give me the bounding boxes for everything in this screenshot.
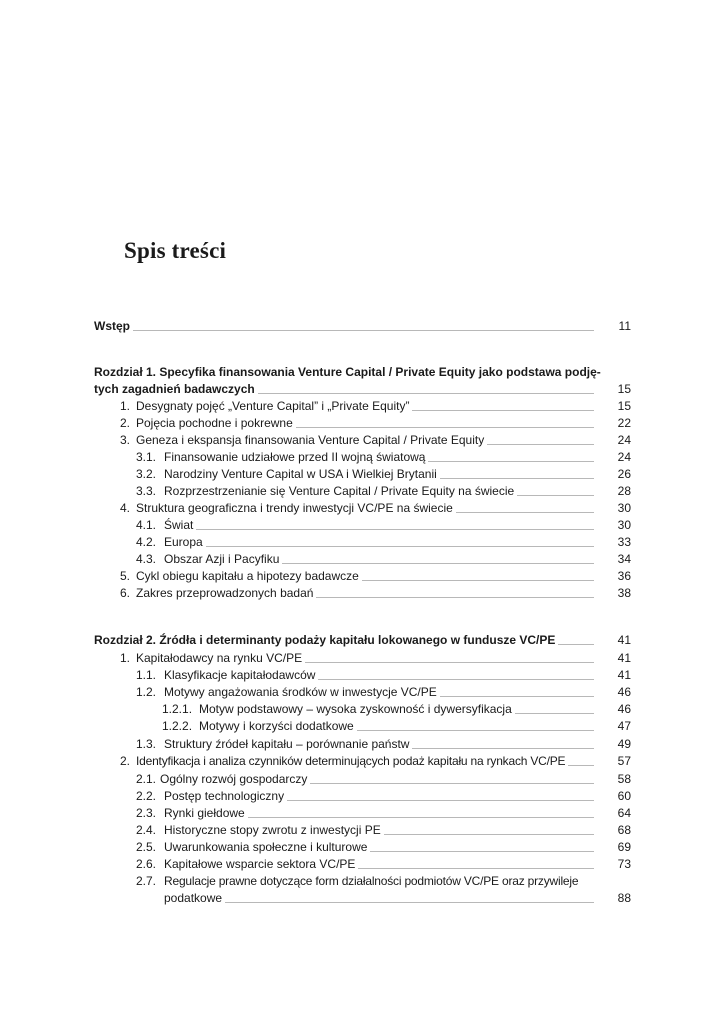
toc-leader — [296, 427, 594, 428]
toc-entry-number: 1. — [120, 651, 131, 665]
toc-page-number: 30 — [617, 501, 631, 515]
toc-entry-title: Identyfikacja i analiza czynników determinujących podaż kapitału na rynkach VC/PE — [136, 754, 566, 768]
toc-page-number: 64 — [617, 806, 631, 820]
toc-page-number: 60 — [617, 789, 631, 803]
toc-entry[interactable] — [136, 822, 598, 839]
toc-entry[interactable] — [136, 736, 598, 753]
toc-entry-title: Rozdział 1. Specyfika finansowania Venture Capital / Private Equity jako podstawa podję- — [94, 365, 601, 379]
toc-entry-continued[interactable] — [164, 890, 598, 907]
toc-page-number: 28 — [617, 484, 631, 498]
toc-leader — [310, 783, 594, 784]
toc-entry[interactable] — [136, 771, 598, 788]
toc-entry-title-continued: tych zagadnień badawczych — [94, 382, 255, 396]
toc-leader — [412, 410, 594, 411]
toc-entry-number: 4.3. — [136, 552, 157, 566]
toc-entry-number: 4. — [120, 501, 131, 515]
toc-entry-number: 2.1. — [136, 772, 157, 786]
toc-page-number: 49 — [617, 737, 631, 751]
toc-entry-number: 1.1. — [136, 668, 157, 682]
toc-entry-title: Motyw podstawowy – wysoka zyskowność i dywersyfikacja — [199, 702, 512, 716]
toc-entry-number: 1.3. — [136, 737, 157, 751]
toc-leader — [362, 580, 594, 581]
toc-leader — [287, 800, 594, 801]
toc-entry-number: 5. — [120, 569, 131, 583]
toc-page-number: 69 — [617, 840, 631, 854]
toc-entry[interactable] — [120, 585, 598, 602]
toc-entry-title: Postęp technologiczny — [164, 789, 285, 803]
toc-entry[interactable] — [120, 568, 598, 585]
toc-entry-title: Geneza i ekspansja finansowania Venture Capital / Private Equity — [136, 433, 485, 447]
toc-entry-title: Motywy angażowania środków w inwestycje VC/PE — [164, 685, 437, 699]
toc-entry[interactable] — [136, 856, 598, 873]
toc-page-number: 15 — [617, 399, 631, 413]
toc-entry[interactable] — [136, 788, 598, 805]
toc-entry-title: Uwarunkowania społeczne i kulturowe — [164, 840, 368, 854]
toc-entry-number: 1.2.1. — [162, 702, 193, 716]
toc-entry[interactable] — [136, 684, 598, 701]
toc-entry[interactable] — [120, 753, 598, 770]
toc-entry-number: 2.3. — [136, 806, 157, 820]
toc-entry-title: Kapitałowe wsparcie sektora VC/PE — [164, 857, 356, 871]
toc-leader — [517, 495, 594, 496]
toc-page-number: 41 — [617, 668, 631, 682]
toc-entry-number: 3.1. — [136, 450, 157, 464]
toc-leader — [440, 696, 594, 697]
toc-entry-number: 1. — [120, 399, 131, 413]
toc-entry-title: Ogólny rozwój gospodarczy — [160, 772, 308, 786]
toc-entry[interactable] — [120, 500, 598, 517]
toc-entry-title: Cykl obiegu kapitału a hipotezy badawcze — [136, 569, 359, 583]
toc-entry-title: Obszar Azji i Pacyfiku — [164, 552, 280, 566]
toc-entry[interactable] — [136, 449, 598, 466]
toc-page-number: 73 — [617, 857, 631, 871]
toc-entry-number: 1.2.2. — [162, 719, 193, 733]
toc-leader — [456, 512, 594, 513]
toc-page-number: 22 — [617, 416, 631, 430]
toc-entry[interactable] — [162, 701, 598, 718]
toc-leader — [196, 529, 594, 530]
toc-leader — [133, 330, 594, 331]
toc-entry-number: 6. — [120, 586, 131, 600]
toc-leader — [412, 748, 594, 749]
toc-page-number: 24 — [617, 433, 631, 447]
toc-leader — [558, 644, 594, 645]
toc-entry[interactable] — [136, 667, 598, 684]
toc-page-number: 38 — [617, 586, 631, 600]
toc-leader — [384, 834, 594, 835]
toc-entry[interactable] — [120, 415, 598, 432]
toc-entry-title: Klasyfikacje kapitałodawców — [164, 668, 316, 682]
toc-leader — [487, 444, 594, 445]
toc-entry-title: Zakres przeprowadzonych badań — [136, 586, 314, 600]
toc-entry[interactable] — [162, 718, 598, 735]
toc-entry-title: Struktura geograficzna i trendy inwestycji VC/PE na świecie — [136, 501, 453, 515]
toc-entry-number: 2.7. — [136, 874, 157, 888]
toc-page-number: 68 — [617, 823, 631, 837]
toc-entry[interactable] — [136, 534, 598, 551]
toc-leader — [370, 851, 594, 852]
toc-page-number: 88 — [617, 891, 631, 905]
toc-entry[interactable] — [136, 873, 606, 890]
toc-entry-number: 2.5. — [136, 840, 157, 854]
toc-page-number: 34 — [617, 552, 631, 566]
toc-page-number: 41 — [617, 651, 631, 665]
toc-page-number: 36 — [617, 569, 631, 583]
toc-leader — [305, 662, 594, 663]
toc-entry-number: 2.2. — [136, 789, 157, 803]
toc-entry[interactable] — [136, 483, 598, 500]
toc-leader — [225, 902, 594, 903]
toc-page-number: 41 — [617, 633, 631, 647]
toc-leader — [515, 713, 594, 714]
toc-page-number: 33 — [617, 535, 631, 549]
toc-entry-title: Rozdział 2. Źródła i determinanty podaży kapitału lokowanego w fundusze VC/PE — [94, 633, 556, 647]
toc-leader — [316, 597, 594, 598]
toc-page-number: 24 — [617, 450, 631, 464]
toc-entry-title: Motywy i korzyści dodatkowe — [199, 719, 354, 733]
toc-leader — [258, 393, 594, 394]
toc-page-number: 46 — [617, 702, 631, 716]
toc-leader — [248, 817, 594, 818]
toc-leader — [318, 679, 594, 680]
toc-entry-title: Świat — [164, 518, 194, 532]
toc-chapter-2[interactable] — [94, 632, 598, 649]
toc-entry[interactable] — [136, 466, 598, 483]
toc-entry-number: 4.2. — [136, 535, 157, 549]
toc-page-number: 57 — [617, 754, 631, 768]
toc-entry-number: 2.6. — [136, 857, 157, 871]
toc-entry-title: Kapitałodawcy na rynku VC/PE — [136, 651, 303, 665]
toc-page-number: 26 — [617, 467, 631, 481]
toc-entry-title: Wstęp — [94, 319, 130, 333]
toc-chapter-1[interactable] — [94, 364, 604, 381]
toc-entry-title: Regulacje prawne dotyczące form działalności podmiotów VC/PE oraz przywileje — [164, 874, 579, 888]
toc-entry[interactable] — [120, 432, 598, 449]
toc-page-number: 15 — [617, 382, 631, 396]
toc-entry[interactable] — [136, 517, 598, 534]
toc-entry-intro[interactable] — [94, 318, 598, 335]
toc-entry-title: Rozprzestrzenianie się Venture Capital / Private Equity na świecie — [164, 484, 515, 498]
toc-entry-number: 3.3. — [136, 484, 157, 498]
toc-entry[interactable] — [136, 805, 598, 822]
toc-entry-title: Rynki giełdowe — [164, 806, 245, 820]
toc-chapter-1-continued[interactable] — [94, 381, 598, 398]
page-title: Spis treści — [124, 238, 227, 263]
toc-entry-number: 2.4. — [136, 823, 157, 837]
toc-entry-number: 2. — [120, 416, 131, 430]
toc-leader — [282, 563, 594, 564]
toc-page-number: 58 — [617, 772, 631, 786]
toc-leader — [428, 461, 594, 462]
toc-leader — [357, 730, 594, 731]
toc-entry-title: Desygnaty pojęć „Venture Capital” i „Private Equity” — [136, 399, 410, 413]
toc-entry-number: 2. — [120, 754, 131, 768]
toc-leader — [440, 478, 594, 479]
toc-entry-title: Finansowanie udziałowe przed II wojną światową — [164, 450, 426, 464]
toc-page-number: 47 — [617, 719, 631, 733]
toc-entry-title-continued: podatkowe — [164, 891, 223, 905]
toc-entry-number: 3.2. — [136, 467, 157, 481]
toc-entry-title: Europa — [164, 535, 203, 549]
toc-entry-title: Struktury źródeł kapitału – porównanie państw — [164, 737, 410, 751]
toc-leader — [358, 868, 594, 869]
toc-entry-title: Pojęcia pochodne i pokrewne — [136, 416, 293, 430]
toc-page-number: 46 — [617, 685, 631, 699]
toc-entry[interactable] — [136, 551, 598, 568]
toc-entry-title: Narodziny Venture Capital w USA i Wielkiej Brytanii — [164, 467, 437, 481]
toc-entry[interactable] — [120, 650, 598, 667]
toc-entry-number: 1.2. — [136, 685, 157, 699]
toc-leader — [206, 546, 594, 547]
toc-page-number: 11 — [618, 319, 631, 333]
toc-entry[interactable] — [136, 839, 598, 856]
toc-page-number: 30 — [617, 518, 631, 532]
toc-entry-title: Historyczne stopy zwrotu z inwestycji PE — [164, 823, 381, 837]
toc-entry[interactable] — [120, 398, 598, 415]
toc-entry-number: 4.1. — [136, 518, 157, 532]
toc-entry-number: 3. — [120, 433, 131, 447]
